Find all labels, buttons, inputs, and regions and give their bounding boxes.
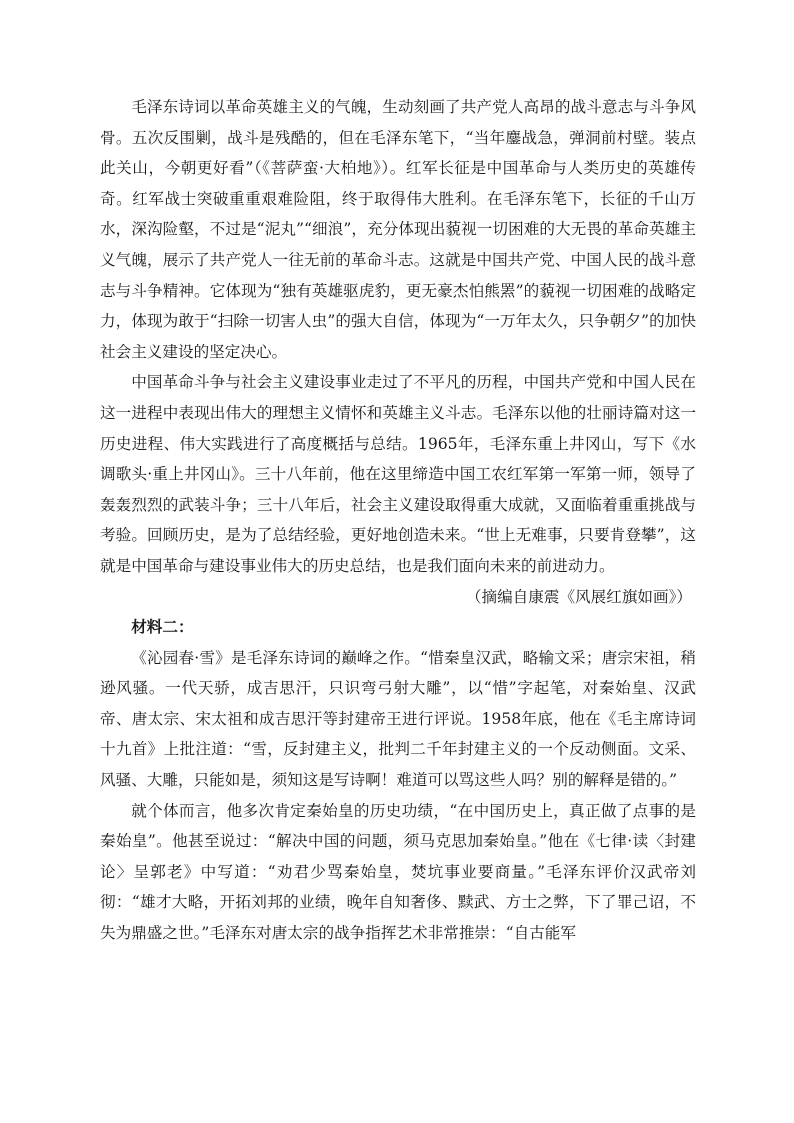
body-paragraph: 毛泽东诗词以革命英雄主义的气魄，生动刻画了共产党人高昂的战斗意志与斗争风骨。五次反围剿，战斗是残酷的，但在毛泽东笔下，“当年鏖战急，弹洞前村壁。装点此关山，今朝更好看”（《菩萨蛮·大柏地》）。红军长征是中国革命与人类历史的英雄传奇。红军战士突破重重艰难险阻，终于取得伟大胜利。在毛泽东笔下，长征的千山万水，深沟险壑，不过是“泥丸”“细浪”，充分体现出藐视一切困难的大无畏的革命英雄主义气魄，展示了共产党人一往无前的革命斗志。这就是中国共产党、中国人民的战斗意志与斗争精神。它体现为“独有英雄驱虎豹，更无豪杰怕熊罴”的藐视一切困难的战略定力，体现为敢于“扫除一切害人虫”的强大自信，体现为“一万年太久，只争朝夕”的加快社会主义建设的坚定决心。 <box>100 98 696 361</box>
body-paragraph: 《沁园春·雪》是毛泽东诗词的巅峰之作。“惜秦皇汉武，略输文采；唐宗宋祖，稍逊风骚。一代天骄，成吉思汗，只识弯弓射大雕”，以“惜”字起笔，对秦始皇、汉武帝、唐太宗、宋太祖和成吉思汗等封建帝王进行评说。1958年底，他在《毛主席诗词十九首》上批注道：“雪，反封建主义，批判二千年封建主义的一个反动侧面。文采、风骚、大雕，只能如是，须知这是写诗啊！难道可以骂这些人吗？别的解释是错的。” <box>100 648 696 790</box>
section-heading: 材料二： <box>131 617 194 637</box>
source-citation: （摘编自康震《风展红旗如画》） <box>465 587 692 606</box>
body-paragraph: 就个体而言，他多次肯定秦始皇的历史功绩，“在中国历史上，真正做了点事的是秦始皇”。他甚至说过：“解决中国的问题，须马克思加秦始皇。”他在《七律·读〈封建论〉呈郭老》中写道：“劝君少骂秦始皇，焚坑事业要商量。”毛泽东评价汉武帝刘彻：“雄才大略，开拓刘邦的业绩，晚年自知奢侈、黩武、方士之弊，下了罪己诏，不失为鼎盛之世。”毛泽东对唐太宗的战争指挥艺术非常推崇：“自古能军 <box>100 801 696 943</box>
body-paragraph: 中国革命斗争与社会主义建设事业走过了不平凡的历程，中国共产党和中国人民在这一进程中表现出伟大的理想主义情怀和英雄主义斗志。毛泽东以他的壮丽诗篇对这一历史进程、伟大实践进行了高度概括与总结。1965年，毛泽东重上井冈山，写下《水调歌头·重上井冈山》。三十八年前，他在这里缔造中国工农红军第一军第一师，领导了轰轰烈烈的武装斗争；三十八年后，社会主义建设取得重大成就，又面临着重重挑战与考验。回顾历史，是为了总结经验，更好地创造未来。“世上无难事，只要肯登攀”，这就是中国革命与建设事业伟大的历史总结，也是我们面向未来的前进动力。 <box>100 373 696 575</box>
document-page <box>100 92 696 949</box>
